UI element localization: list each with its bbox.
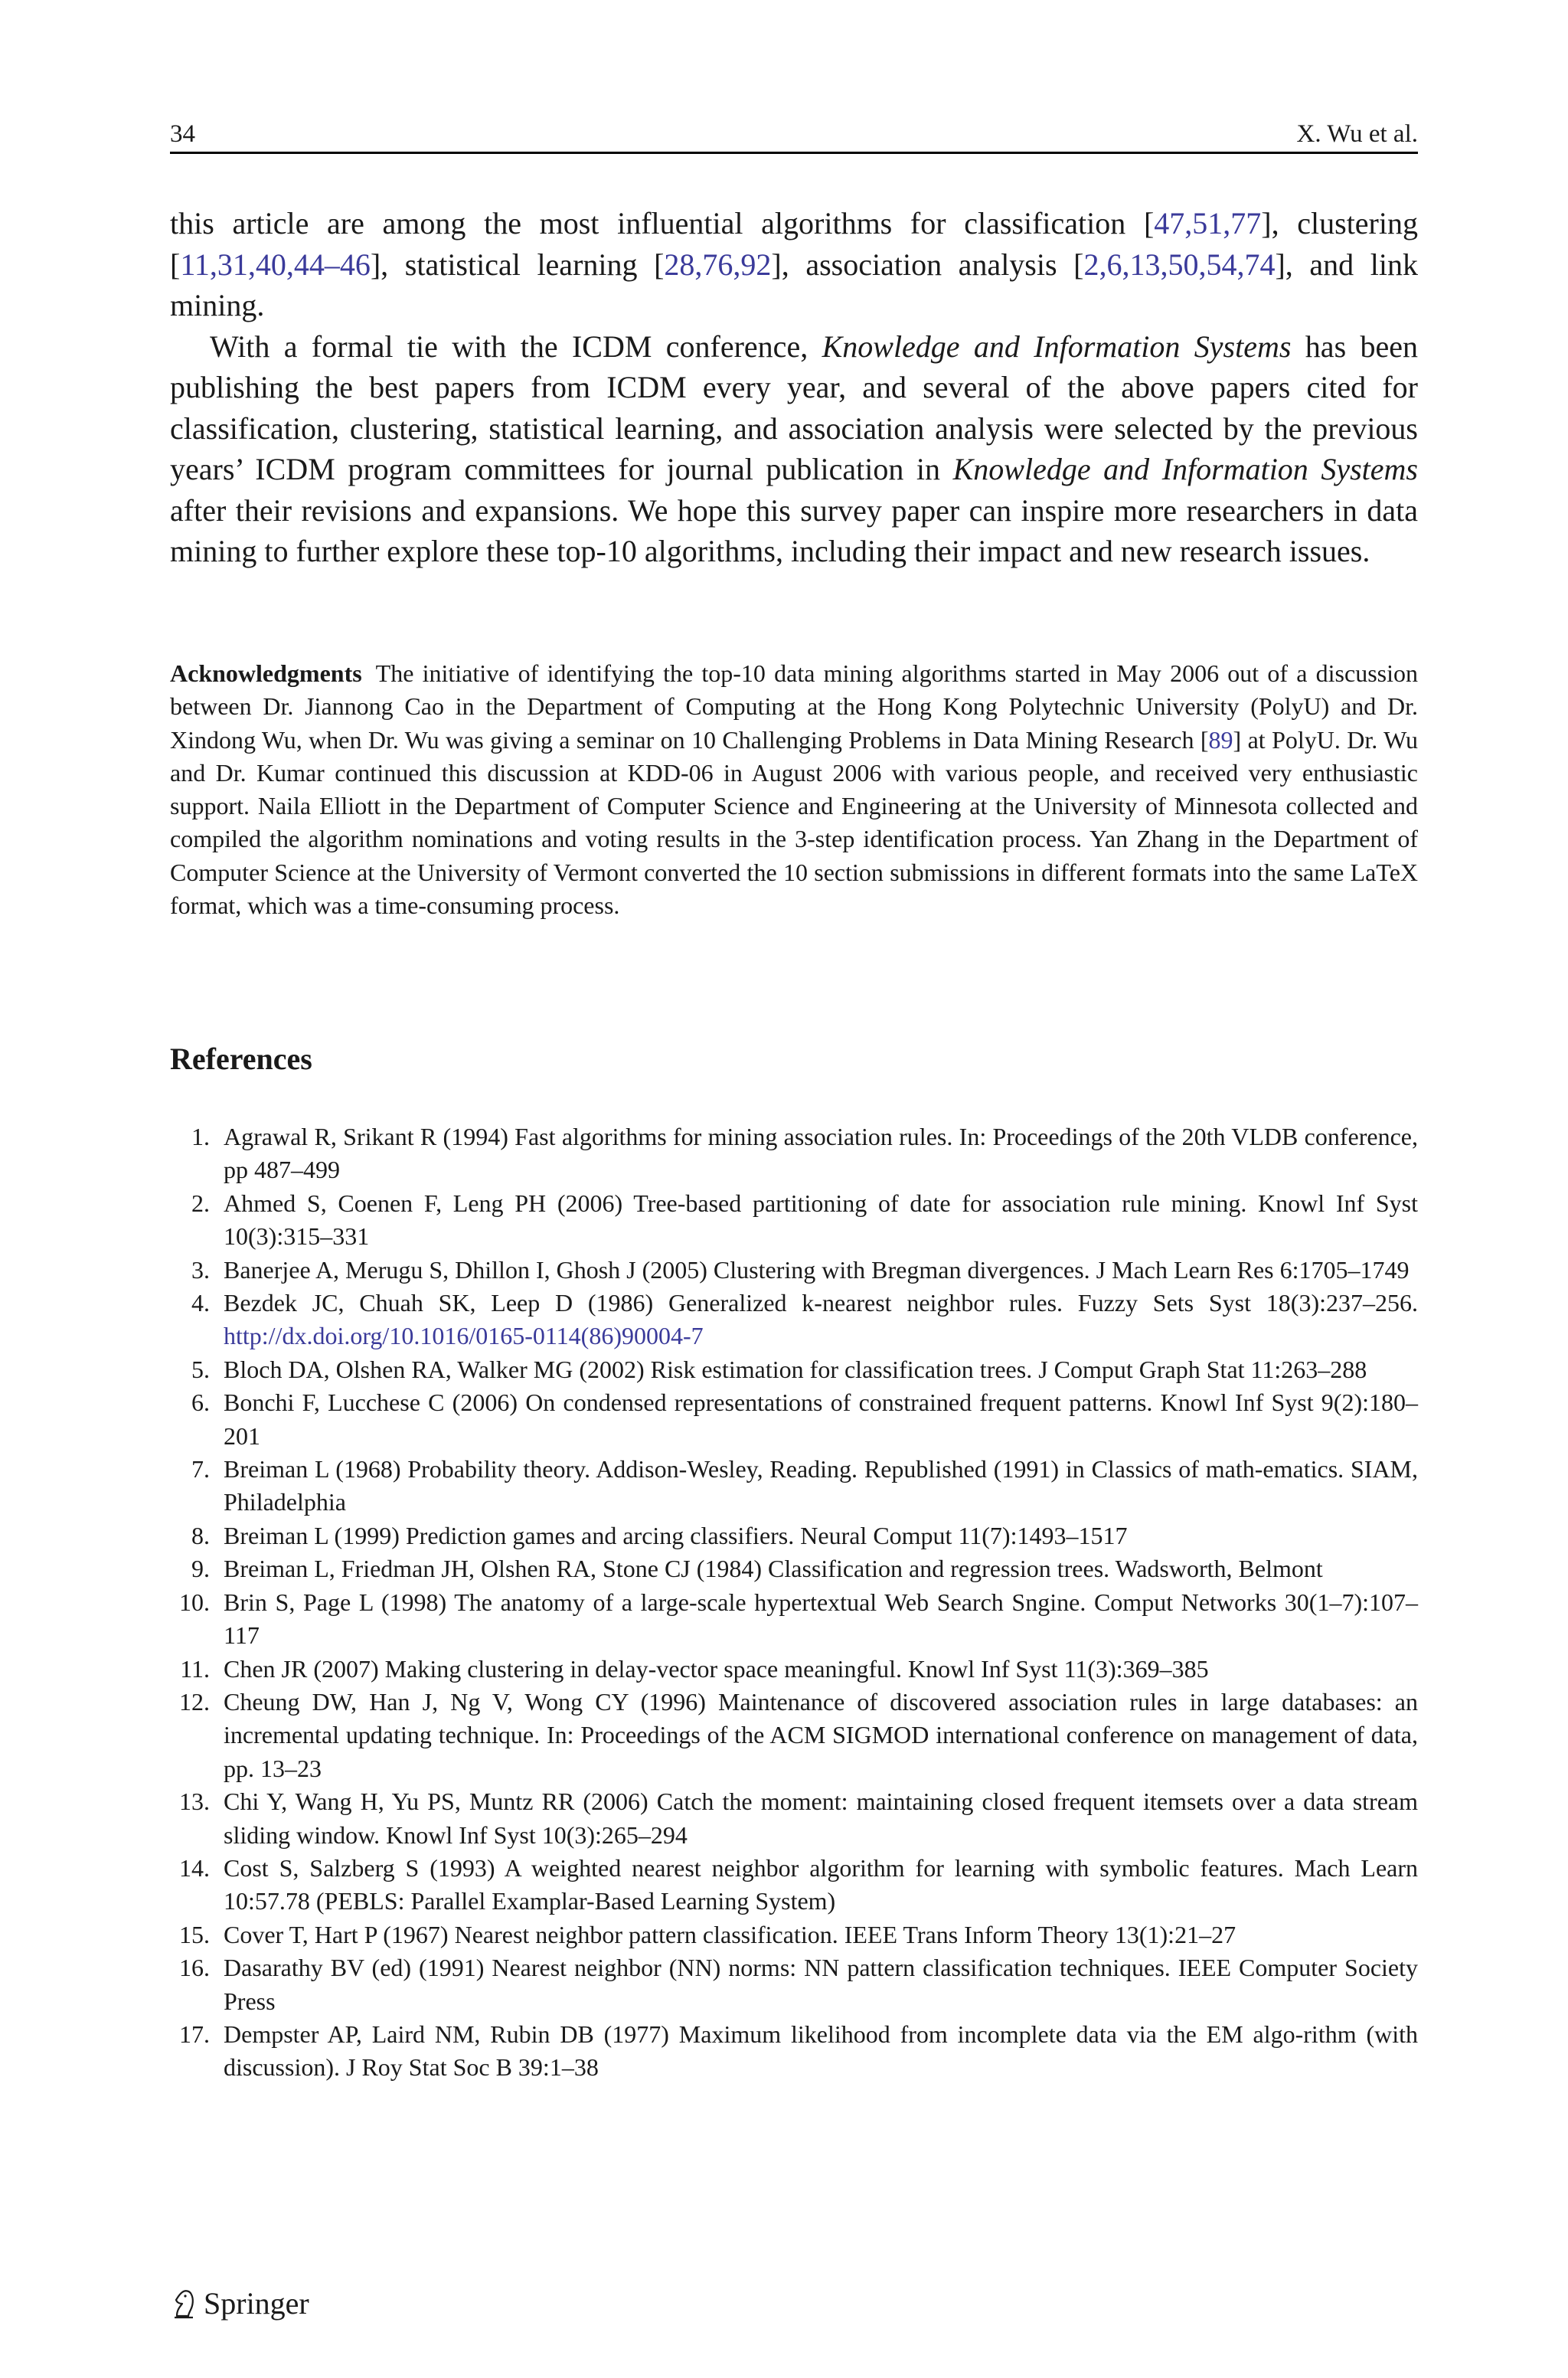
citation-link[interactable]: 28,76,92: [664, 247, 772, 282]
reference-list: [170, 1120, 1418, 2085]
reference-text: Dempster AP, Laird NM, Rubin DB (1977) Maximum likelihood from incomplete data via the EM algo-rithm (with discussion). J Roy Stat Soc B 39:1–38: [224, 2020, 1418, 2082]
springer-knight-icon: [170, 2288, 198, 2319]
reference-number: 10.: [179, 1588, 210, 1616]
reference-item: [170, 1686, 1418, 1785]
reference-item: [170, 1187, 1418, 1254]
reference-text: Cheung DW, Han J, Ng V, Wong CY (1996) Maintenance of discovered association rules in large databases: an incremental updating technique. In: Proceedings of the ACM SIGMOD international conference on management of data, pp. 13–23: [224, 1687, 1418, 1782]
reference-number: 13.: [179, 1788, 210, 1816]
references-heading: References: [170, 1042, 312, 1076]
publisher-footer: [170, 2285, 309, 2323]
reference-item: [170, 1287, 1418, 1353]
reference-item: [170, 1453, 1418, 1519]
reference-item: [170, 1918, 1418, 1951]
reference-text: Dasarathy BV (ed) (1991) Nearest neighbor (NN) norms: NN pattern classification techniques. IEEE Computer Society Press: [224, 1954, 1418, 2015]
reference-item: [170, 1519, 1418, 1552]
reference-number: 5.: [191, 1355, 210, 1383]
reference-number: 2.: [191, 1189, 210, 1217]
reference-text: Cost S, Salzberg S (1993) A weighted nearest neighbor algorithm for learning with symbolic features. Mach Learn 10:57.78 (PEBLS: Parallel Examplar-Based Learning System): [224, 1853, 1418, 1915]
reference-number: 12.: [179, 1687, 210, 1716]
journal-name: Knowledge and Information Systems: [822, 329, 1292, 364]
reference-text: Breiman L, Friedman JH, Olshen RA, Stone CJ (1984) Classification and regression trees. Wadsworth, Belmont: [224, 1555, 1323, 1583]
reference-number: 16.: [179, 1954, 210, 1982]
reference-item: [170, 1386, 1418, 1453]
journal-name: Knowledge and Information Systems: [952, 452, 1419, 486]
citation-link[interactable]: 47,51,77: [1154, 206, 1262, 240]
reference-number: 6.: [191, 1389, 210, 1417]
reference-number: 9.: [191, 1555, 210, 1583]
reference-text: Chen JR (2007) Making clustering in delay-vector space meaningful. Knowl Inf Syst 11(3):369–385: [224, 1654, 1209, 1683]
reference-item: [170, 1552, 1418, 1585]
reference-number: 17.: [179, 2020, 210, 2048]
reference-text: Brin S, Page L (1998) The anatomy of a large-scale hypertextual Web Search Sngine. Comput Networks 30(1–7):107–117: [224, 1588, 1418, 1650]
reference-text: Banerjee A, Merugu S, Dhillon I, Ghosh J (2005) Clustering with Bregman divergences. J Mach Learn Res 6:1705–1749: [224, 1255, 1410, 1284]
reference-text: Cover T, Hart P (1967) Nearest neighbor pattern classification. IEEE Trans Inform Theory 13(1):21–27: [224, 1920, 1236, 1948]
reference-item: [170, 1852, 1418, 1918]
acknowledgments: Acknowledgments The initiative of identifying the top-10 data mining algorithms started in May 2006 out of a discussion between Dr. Jiannong Cao in the Department of Computing at the Hong Kong Polytechnic University (PolyU) and Dr. Xindong Wu, when Dr. Wu was giving a seminar on 10 Challenging Problems in Data Mining Research [89] at PolyU. Dr. Wu and Dr. Kumar continued this discussion at KDD-06 in August 2006 with various people, and received very enthusiastic support. Naila Elliott in the Department of Computer Science and Engineering at the University of Minnesota collected and compiled the algorithm nominations and voting results in the 3-step identification process. Yan Zhang in the Department of Computer Science at the University of Vermont converted the 10 section submissions in different formats into the same LaTeX format, which was a time-consuming process.: [170, 659, 1419, 920]
reference-item: [170, 1353, 1418, 1386]
reference-text: Breiman L (1968) Probability theory. Addison-Wesley, Reading. Republished (1991) in Classics of math-ematics. SIAM, Philadelphia: [224, 1455, 1418, 1516]
reference-text: Agrawal R, Srikant R (1994) Fast algorithms for mining association rules. In: Proceedings of the 20th VLDB conference, pp 487–499: [224, 1123, 1418, 1184]
reference-number: 4.: [191, 1289, 210, 1317]
reference-item: [170, 1653, 1418, 1686]
reference-number: 7.: [191, 1455, 210, 1483]
publisher-name: Springer: [204, 2286, 309, 2321]
reference-item: [170, 1785, 1418, 1852]
reference-number: 15.: [179, 1920, 210, 1948]
reference-text: Bloch DA, Olshen RA, Walker MG (2002) Risk estimation for classification trees. J Comput Graph Stat 11:263–288: [224, 1355, 1367, 1383]
acknowledgments-heading: Acknowledgments: [170, 659, 362, 687]
reference-text: Bezdek JC, Chuah SK, Leep D (1986) Generalized k-nearest neighbor rules. Fuzzy Sets Syst 18(3):237–256.: [224, 1289, 1418, 1317]
paragraph-1: this article are among the most influential algorithms for classification [47,51,77], clustering [11,31,40,44–46], statistical learning [28,76,92], association analysis [2,6,13,50,54,74], and link mining.: [170, 206, 1418, 322]
citation-link[interactable]: 89: [1208, 725, 1233, 754]
reference-number: 8.: [191, 1521, 210, 1549]
reference-item: [170, 1951, 1418, 2018]
reference-item: [170, 2018, 1418, 2085]
citation-link[interactable]: 11,31,40,44–46: [180, 247, 371, 282]
reference-number: 11.: [180, 1654, 210, 1683]
running-head-authors: X. Wu et al.: [1296, 120, 1418, 148]
doi-link[interactable]: http://dx.doi.org/10.1016/0165-0114(86)90004-7: [224, 1322, 704, 1350]
citation-link[interactable]: 2,6,13,50,54,74: [1083, 247, 1276, 282]
reference-number: 1.: [191, 1123, 210, 1150]
reference-item: [170, 1254, 1418, 1287]
paragraph-2: With a formal tie with the ICDM conference, Knowledge and Information Systems has been publishing the best papers from ICDM every year, and several of the above papers cited for classification, clustering, statistical learning, and association analysis were selected by the previous years’ ICDM program committees for journal publication in Knowledge and Information Systems after their revisions and expansions. We hope this survey paper can inspire more researchers in data mining to further explore these top-10 algorithms, including their impact and new research issues.: [170, 329, 1419, 568]
reference-item: [170, 1586, 1418, 1653]
running-head: [170, 116, 1418, 154]
page-number: 34: [170, 120, 195, 148]
reference-text: Chi Y, Wang H, Yu PS, Muntz RR (2006) Catch the moment: maintaining closed frequent itemsets over a data stream sliding window. Knowl Inf Syst 10(3):265–294: [224, 1788, 1418, 1849]
body-text: [170, 203, 1418, 572]
reference-item: [170, 1120, 1418, 1187]
reference-number: 14.: [179, 1853, 210, 1882]
reference-text: Ahmed S, Coenen F, Leng PH (2006) Tree-based partitioning of date for association rule mining. Knowl Inf Syst 10(3):315–331: [224, 1189, 1418, 1251]
reference-text: Bonchi F, Lucchese C (2006) On condensed representations of constrained frequent patterns. Knowl Inf Syst 9(2):180–201: [224, 1389, 1418, 1450]
reference-number: 3.: [191, 1255, 210, 1284]
reference-text: Breiman L (1999) Prediction games and arcing classifiers. Neural Comput 11(7):1493–1517: [224, 1521, 1128, 1549]
